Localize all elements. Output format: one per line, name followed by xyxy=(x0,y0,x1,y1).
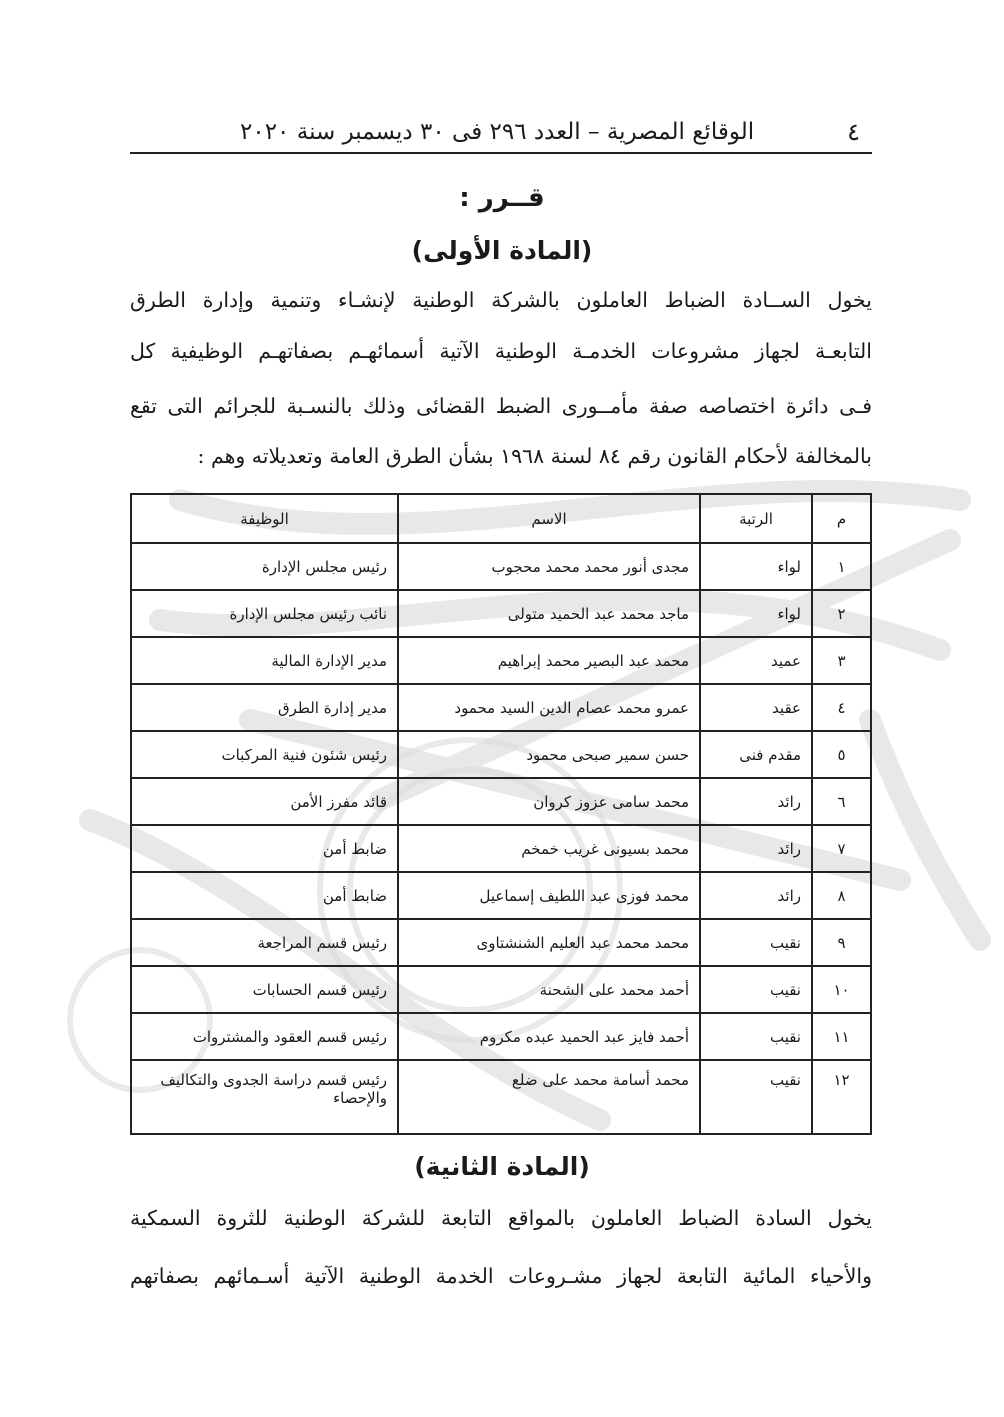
article-2-title: (المادة الثانية) xyxy=(414,1152,590,1181)
table-row xyxy=(131,825,871,872)
header-num: م xyxy=(812,494,871,543)
table-row xyxy=(131,919,871,966)
cell-rank: رائد xyxy=(700,825,812,872)
officers-table xyxy=(130,493,872,1135)
cell-num: ٩ xyxy=(812,919,871,966)
cell-rank: لواء xyxy=(700,543,812,590)
cell-job: ضابط أمن xyxy=(131,825,398,872)
cell-num: ١ xyxy=(812,543,871,590)
table-row xyxy=(131,872,871,919)
cell-num: ١٢ xyxy=(812,1060,871,1134)
cell-rank: نقيب xyxy=(700,919,812,966)
cell-job: رئيس قسم دراسة الجدوى والتكاليف والإحصاء xyxy=(131,1060,398,1134)
cell-num: ٥ xyxy=(812,731,871,778)
cell-name: محمد أسامة محمد على ضلع xyxy=(398,1060,700,1134)
cell-rank: نقيب xyxy=(700,966,812,1013)
page-header xyxy=(130,112,872,154)
cell-rank: رائد xyxy=(700,872,812,919)
cell-name: مجدى أنور محمد محمد محجوب xyxy=(398,543,700,590)
cell-job: مدير إدارة الطرق xyxy=(131,684,398,731)
cell-num: ٧ xyxy=(812,825,871,872)
cell-rank: عميد xyxy=(700,637,812,684)
cell-rank: نقيب xyxy=(700,1013,812,1060)
cell-name: محمد فوزى عبد اللطيف إسماعيل xyxy=(398,872,700,919)
cell-rank: رائد xyxy=(700,778,812,825)
cell-name: حسن سمير صبحى محمود xyxy=(398,731,700,778)
cell-num: ٦ xyxy=(812,778,871,825)
article-1-line: فـى دائرة اختصاصه صفة مأمــورى الضبط القضائى وذلك بالنسـبة للجرائم التى تقع xyxy=(130,394,872,418)
header-name: الاسم xyxy=(398,494,700,543)
article-1-title: (المادة الأولى) xyxy=(411,236,593,265)
article-2-text xyxy=(130,1208,872,1298)
table-header-row xyxy=(131,494,871,543)
table-row xyxy=(131,590,871,637)
table-row xyxy=(131,731,871,778)
cell-name: محمد محمد عبد العليم الشنشتاوى xyxy=(398,919,700,966)
cell-job: رئيس قسم الحسابات xyxy=(131,966,398,1013)
cell-name: محمد سامى عزوز كروان xyxy=(398,778,700,825)
table-row xyxy=(131,684,871,731)
table-row xyxy=(131,637,871,684)
cell-job: مدير الإدارة المالية xyxy=(131,637,398,684)
cell-num: ١١ xyxy=(812,1013,871,1060)
cell-name: أحمد فايز عبد الحميد عبده مكروم xyxy=(398,1013,700,1060)
gazette-issue-line: الوقائع المصرية – العدد ٢٩٦ فى ٣٠ ديسمبر سنة ٢٠٢٠ xyxy=(240,119,755,145)
cell-job: رئيس قسم العقود والمشتروات xyxy=(131,1013,398,1060)
cell-job: نائب رئيس مجلس الإدارة xyxy=(131,590,398,637)
article-1-text xyxy=(130,290,872,480)
article-1-line: يخول الســادة الضباط العاملون بالشركة الوطنية لإنشـاء وتنمية وإدارة الطرق xyxy=(130,288,872,312)
article-2-line: يخول السادة الضباط العاملون بالمواقع التابعة للشركة الوطنية للثروة السمكية xyxy=(130,1206,872,1230)
cell-job: ضابط أمن xyxy=(131,872,398,919)
table-row xyxy=(131,966,871,1013)
cell-rank: لواء xyxy=(700,590,812,637)
cell-job: رئيس مجلس الإدارة xyxy=(131,543,398,590)
cell-num: ٣ xyxy=(812,637,871,684)
cell-num: ٤ xyxy=(812,684,871,731)
cell-name: أحمد محمد على الشحنة xyxy=(398,966,700,1013)
cell-job: رئيس شئون فنية المركبات xyxy=(131,731,398,778)
decree-heading: قــرر : xyxy=(459,183,545,213)
cell-name: عمرو محمد عصام الدين السيد محمود xyxy=(398,684,700,731)
cell-name: ماجد محمد عبد الحميد متولى xyxy=(398,590,700,637)
table-row xyxy=(131,1060,871,1134)
page-number: ٤ xyxy=(847,118,860,146)
cell-rank: عقيد xyxy=(700,684,812,731)
cell-name: محمد عبد البصير محمد إبراهيم xyxy=(398,637,700,684)
header-rank: الرتبة xyxy=(700,494,812,543)
cell-job: رئيس قسم المراجعة xyxy=(131,919,398,966)
cell-num: ١٠ xyxy=(812,966,871,1013)
article-2-line: والأحياء المائية التابعة لجهاز مشـروعات الخدمة الوطنية الآتية أسـمائهم بصفاتهم xyxy=(130,1264,872,1288)
cell-num: ٨ xyxy=(812,872,871,919)
cell-num: ٢ xyxy=(812,590,871,637)
table-row xyxy=(131,778,871,825)
cell-rank: مقدم فنى xyxy=(700,731,812,778)
article-1-line: التابعـة لجهاز مشروعات الخدمـة الوطنية الآتية أسمائهـم بصفاتهـم الوظيفية كل xyxy=(130,339,872,363)
article-1-line: بالمخالفة لأحكام القانون رقم ٨٤ لسنة ١٩٦٨ بشأن الطرق العامة وتعديلاته وهم : xyxy=(197,444,872,468)
cell-job: قائد مفرز الأمن xyxy=(131,778,398,825)
cell-name: محمد بسيونى غريب خمخم xyxy=(398,825,700,872)
table-row xyxy=(131,543,871,590)
header-job: الوظيفة xyxy=(131,494,398,543)
cell-rank: نقيب xyxy=(700,1060,812,1134)
table-row xyxy=(131,1013,871,1060)
